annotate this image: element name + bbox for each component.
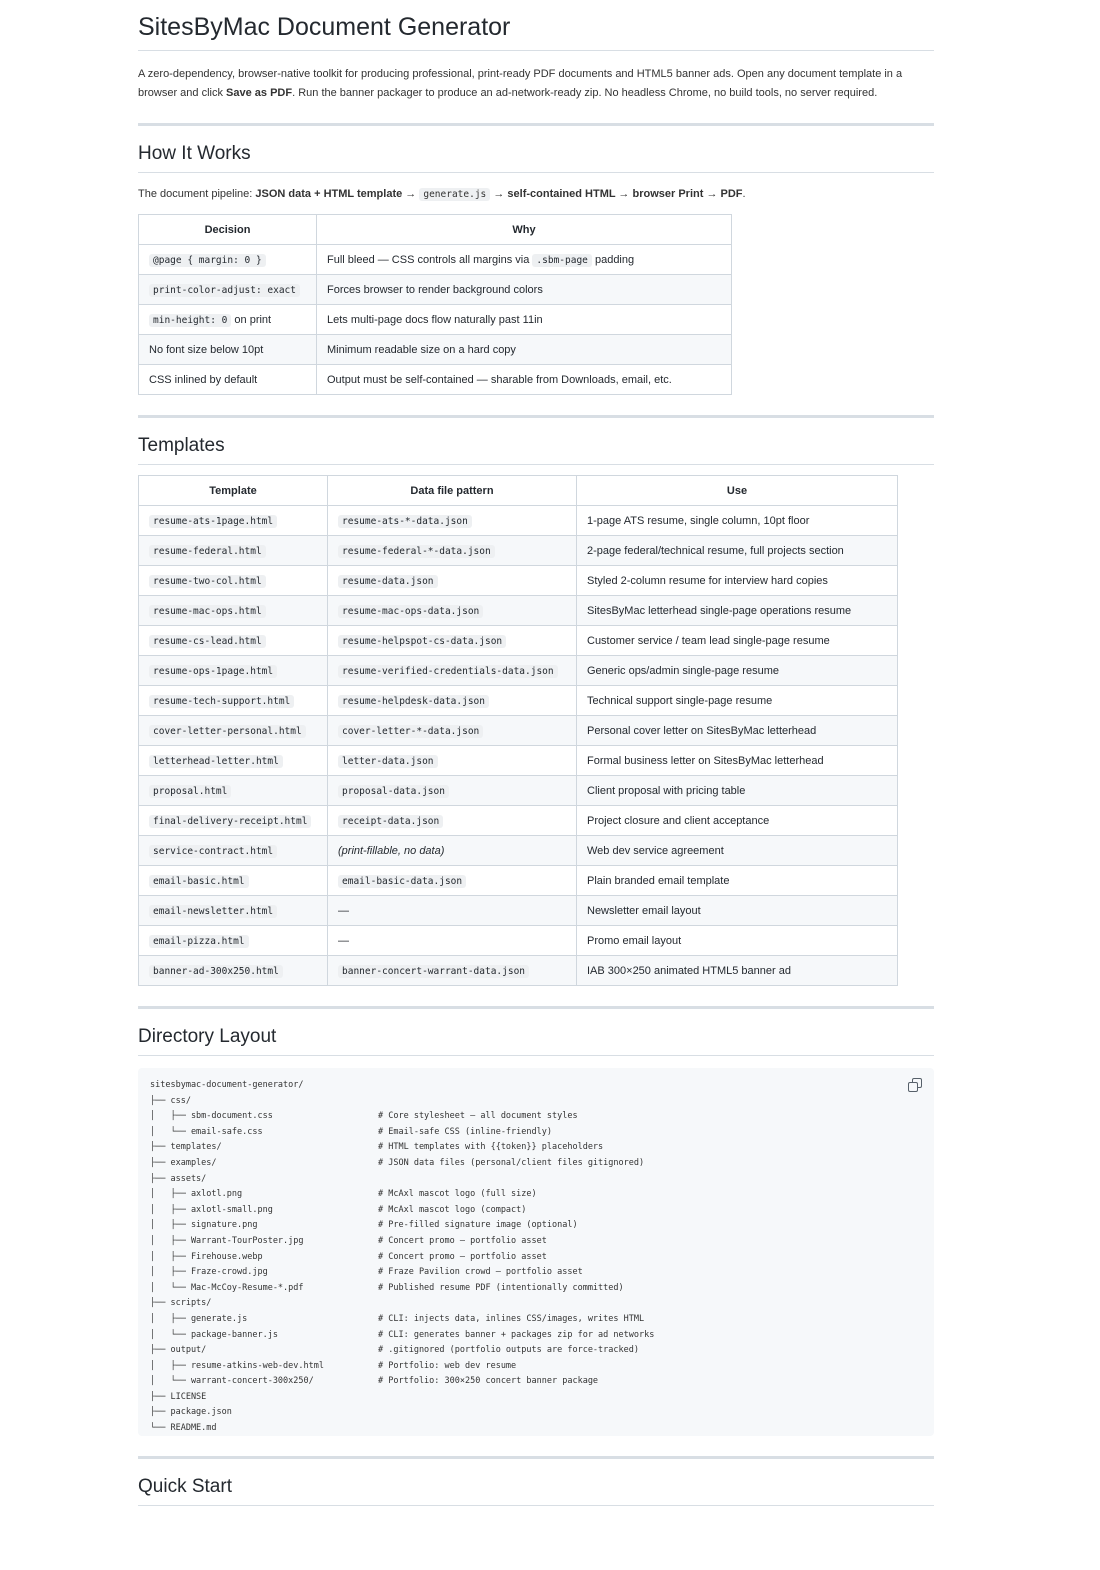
copy-icon[interactable] [908, 1078, 922, 1092]
use-cell: Web dev service agreement [577, 836, 898, 866]
data-file-pattern: resume-federal-*-data.json [338, 545, 495, 558]
data-file-cell [328, 866, 577, 896]
tree-path: sitesbymac-document-generator/ [150, 1080, 304, 1090]
tree-path: ├── LICENSE [150, 1391, 207, 1402]
intro-text-1: A zero-dependency, browser-native toolkit for producing professional, print-ready PDF documents and HTML5 banner ads. Open any document template in a browser and click [138, 68, 903, 99]
template-filename: resume-ops-1page.html [149, 665, 277, 678]
tree-path: ├── examples/ [150, 1157, 217, 1168]
template-filename: service-contract.html [149, 845, 277, 858]
data-file-cell [328, 776, 577, 806]
tree-line [150, 1078, 922, 1094]
pipeline-script-code: generate.js [419, 188, 490, 201]
section-divider [138, 1006, 934, 1009]
template-filename: proposal.html [149, 785, 231, 798]
column-header-template: Template [139, 476, 328, 506]
tree-comment: # CLI: injects data, inlines CSS/images, writes HTML [378, 1313, 645, 1324]
pipeline-prefix: The document pipeline: [138, 188, 256, 200]
tree-comment: # Pre-filled signature image (optional) [378, 1220, 578, 1231]
data-file-pattern: resume-ats-*-data.json [338, 515, 472, 528]
table-row [139, 836, 898, 866]
pipeline-description [138, 185, 934, 204]
templates-table [138, 475, 898, 986]
use-cell: Project closure and client acceptance [577, 806, 898, 836]
table-row [139, 305, 732, 335]
decision-cell [139, 275, 317, 305]
template-filename: cover-letter-personal.html [149, 725, 306, 738]
why-code: .sbm-page [532, 254, 591, 267]
tree-line [150, 1218, 922, 1234]
section-divider [138, 123, 934, 126]
data-file-cell [328, 806, 577, 836]
table-row [139, 926, 898, 956]
table-row [139, 596, 898, 626]
use-cell: Personal cover letter on SitesByMac letterhead [577, 716, 898, 746]
tree-path: │ └── package-banner.js [150, 1329, 278, 1340]
use-cell: Client proposal with pricing table [577, 776, 898, 806]
data-file-cell [328, 536, 577, 566]
table-row [139, 776, 898, 806]
data-file-pattern: resume-mac-ops-data.json [338, 605, 483, 618]
tree-line [150, 1156, 922, 1172]
templates-table-body [139, 506, 898, 986]
use-cell: Technical support single-page resume [577, 686, 898, 716]
pipeline-arrow: → [402, 188, 420, 200]
data-file-cell [328, 956, 577, 986]
table-row [139, 335, 732, 365]
tree-line [150, 1421, 922, 1437]
table-row [139, 626, 898, 656]
heading-directory-layout: Directory Layout [138, 1025, 934, 1056]
tree-path: │ ├── Fraze-crowd.jpg [150, 1267, 268, 1278]
table-row [139, 896, 898, 926]
template-cell [139, 836, 328, 866]
data-file-pattern: receipt-data.json [338, 815, 443, 828]
tree-line [150, 1281, 922, 1297]
table-header-row [139, 476, 898, 506]
use-cell: 2-page federal/technical resume, full projects section [577, 536, 898, 566]
data-file-pattern: cover-letter-*-data.json [338, 725, 483, 738]
template-cell [139, 596, 328, 626]
template-cell [139, 626, 328, 656]
tree-comment: # CLI: generates banner + packages zip for ad networks [378, 1329, 655, 1340]
template-cell [139, 926, 328, 956]
why-cell [317, 305, 732, 335]
tree-line [150, 1359, 922, 1375]
data-file-cell [328, 626, 577, 656]
pipeline-input: JSON data + HTML template [255, 188, 403, 200]
data-file-cell [328, 716, 577, 746]
data-file-cell [328, 506, 577, 536]
heading-quick-start: Quick Start [138, 1475, 934, 1506]
decision-cell [139, 305, 317, 335]
table-header-row [139, 215, 732, 245]
tree-path: │ ├── axlotl-small.png [150, 1204, 273, 1215]
template-filename: email-basic.html [149, 875, 249, 888]
table-row [139, 686, 898, 716]
section-divider [138, 415, 934, 418]
intro-paragraph [138, 65, 934, 103]
tree-path: │ ├── resume-atkins-web-dev.html [150, 1360, 324, 1371]
tree-path: ├── package.json [150, 1407, 232, 1418]
template-cell [139, 956, 328, 986]
tree-comment: # Email-safe CSS (inline-friendly) [378, 1126, 552, 1137]
decision-code: min-height: 0 [149, 314, 231, 327]
use-cell: Newsletter email layout [577, 896, 898, 926]
tree-comment: # JSON data files (personal/client files gitignored) [378, 1157, 645, 1168]
tree-line [150, 1250, 922, 1266]
template-filename: resume-two-col.html [149, 575, 266, 588]
tree-line [150, 1125, 922, 1141]
tree-path: │ ├── signature.png [150, 1220, 258, 1231]
table-row [139, 716, 898, 746]
tree-comment: # McAxl mascot logo (full size) [378, 1189, 537, 1200]
data-file-none: — [338, 934, 349, 947]
data-file-pattern: banner-concert-warrant-data.json [338, 965, 529, 978]
tree-comment: # Portfolio: web dev resume [378, 1360, 517, 1371]
template-filename: letterhead-letter.html [149, 755, 283, 768]
tree-comment: # Concert promo — portfolio asset [378, 1251, 547, 1262]
data-file-cell [328, 836, 577, 866]
data-file-pattern: resume-data.json [338, 575, 438, 588]
template-filename: email-pizza.html [149, 935, 249, 948]
decision-cell [139, 335, 317, 365]
use-cell: IAB 300×250 animated HTML5 banner ad [577, 956, 898, 986]
tree-line [150, 1234, 922, 1250]
tree-path: │ ├── generate.js [150, 1313, 248, 1324]
data-file-cell [328, 656, 577, 686]
tree-comment: # Concert promo — portfolio asset [378, 1235, 547, 1246]
data-file-pattern: resume-verified-credentials-data.json [338, 665, 558, 678]
tree-comment: # .gitignored (portfolio outputs are force-tracked) [378, 1345, 639, 1356]
column-header-why: Why [317, 215, 732, 245]
tree-path: ├── assets/ [150, 1173, 207, 1184]
table-row [139, 806, 898, 836]
template-cell [139, 506, 328, 536]
readme-document [138, 0, 934, 1506]
decision-code: @page { margin: 0 } [149, 254, 266, 267]
why-cell [317, 245, 732, 275]
column-header-data-file-pattern: Data file pattern [328, 476, 577, 506]
tree-path: │ ├── axlotl.png [150, 1189, 243, 1200]
table-row [139, 866, 898, 896]
data-file-none: — [338, 904, 349, 917]
tree-path: ├── css/ [150, 1095, 191, 1106]
tree-comment: # Portfolio: 300×250 concert banner package [378, 1376, 599, 1387]
why-text: Lets multi-page docs flow naturally past 11in [327, 313, 543, 326]
template-cell [139, 896, 328, 926]
data-file-pattern: proposal-data.json [338, 785, 449, 798]
tree-line [150, 1328, 922, 1344]
table-row [139, 746, 898, 776]
tree-line [150, 1390, 922, 1406]
tree-line [150, 1405, 922, 1421]
pipeline-end: . [742, 188, 746, 200]
table-row [139, 365, 732, 395]
tree-path: ├── templates/ [150, 1142, 222, 1153]
template-cell [139, 716, 328, 746]
data-file-pattern: resume-helpspot-cs-data.json [338, 635, 506, 648]
column-header-use: Use [577, 476, 898, 506]
pipeline-output: self-contained HTML → browser Print → PDF [507, 188, 743, 200]
use-cell: 1-page ATS resume, single column, 10pt floor [577, 506, 898, 536]
use-cell: Styled 2-column resume for interview hard copies [577, 566, 898, 596]
data-file-pattern: letter-data.json [338, 755, 438, 768]
section-divider [138, 1456, 934, 1459]
intro-bold-save-as-pdf: Save as PDF [226, 87, 293, 99]
tree-line [150, 1140, 922, 1156]
why-text: Full bleed — CSS controls all margins via [327, 253, 533, 266]
table-row [139, 506, 898, 536]
tree-path: │ └── email-safe.css [150, 1126, 263, 1137]
tree-path: │ └── Mac-McCoy-Resume-*.pdf [150, 1282, 304, 1293]
tree-line [150, 1296, 922, 1312]
page-title: SitesByMac Document Generator [138, 12, 934, 51]
tree-path: ├── scripts/ [150, 1298, 212, 1309]
template-filename: email-newsletter.html [149, 905, 277, 918]
tree-line [150, 1374, 922, 1390]
tree-line [150, 1203, 922, 1219]
template-filename: final-delivery-receipt.html [149, 815, 311, 828]
table-row [139, 956, 898, 986]
table-row [139, 566, 898, 596]
decision-text: CSS inlined by default [149, 373, 258, 386]
heading-templates: Templates [138, 434, 934, 465]
table-row [139, 656, 898, 686]
tree-path: └── README.md [150, 1423, 217, 1434]
tree-path: │ ├── Firehouse.webp [150, 1251, 263, 1262]
use-cell: Promo email layout [577, 926, 898, 956]
data-file-pattern: resume-helpdesk-data.json [338, 695, 489, 708]
use-cell: Formal business letter on SitesByMac letterhead [577, 746, 898, 776]
template-cell [139, 536, 328, 566]
table-row [139, 275, 732, 305]
template-filename: resume-tech-support.html [149, 695, 294, 708]
table-row [139, 245, 732, 275]
template-cell [139, 866, 328, 896]
template-cell [139, 566, 328, 596]
decision-code: print-color-adjust: exact [149, 284, 300, 297]
data-file-cell [328, 686, 577, 716]
tree-line [150, 1094, 922, 1110]
decision-cell [139, 365, 317, 395]
tree-line [150, 1109, 922, 1125]
heading-how-it-works: How It Works [138, 142, 934, 173]
template-cell [139, 806, 328, 836]
template-filename: banner-ad-300x250.html [149, 965, 283, 978]
decision-text: on print [231, 313, 272, 326]
template-filename: resume-federal.html [149, 545, 266, 558]
template-filename: resume-cs-lead.html [149, 635, 266, 648]
tree-comment: # Core stylesheet — all document styles [378, 1111, 578, 1122]
use-cell: Plain branded email template [577, 866, 898, 896]
template-filename: resume-ats-1page.html [149, 515, 277, 528]
tree-comment: # HTML templates with {{token}} placeholders [378, 1142, 604, 1153]
table-row [139, 536, 898, 566]
tree-line [150, 1312, 922, 1328]
directory-code-block [138, 1068, 934, 1436]
data-file-cell [328, 896, 577, 926]
why-text: Minimum readable size on a hard copy [327, 343, 516, 356]
tree-comment: # Published resume PDF (intentionally committed) [378, 1282, 624, 1293]
tree-line [150, 1343, 922, 1359]
column-header-decision: Decision [139, 215, 317, 245]
template-cell [139, 656, 328, 686]
pipeline-arrow: → [490, 188, 508, 200]
decisions-table [138, 214, 732, 395]
decision-text: No font size below 10pt [149, 343, 264, 356]
data-file-cell [328, 596, 577, 626]
data-file-pattern: email-basic-data.json [338, 875, 466, 888]
why-text: Output must be self-contained — sharable from Downloads, email, etc. [327, 373, 672, 386]
tree-path: │ └── warrant-concert-300x250/ [150, 1376, 314, 1387]
why-text: Forces browser to render background colors [327, 283, 543, 296]
why-cell [317, 365, 732, 395]
tree-comment: # Fraze Pavilion crowd — portfolio asset [378, 1267, 583, 1278]
tree-path: ├── output/ [150, 1345, 207, 1356]
template-filename: resume-mac-ops.html [149, 605, 266, 618]
directory-tree [150, 1078, 922, 1437]
tree-line [150, 1265, 922, 1281]
data-file-note: (print-fillable, no data) [338, 844, 445, 857]
template-cell [139, 776, 328, 806]
why-cell [317, 275, 732, 305]
tree-path: │ ├── Warrant-TourPoster.jpg [150, 1235, 304, 1246]
data-file-cell [328, 566, 577, 596]
decision-cell [139, 245, 317, 275]
template-cell [139, 746, 328, 776]
why-text-tail: padding [591, 253, 635, 266]
tree-comment: # McAxl mascot logo (compact) [378, 1204, 527, 1215]
tree-line [150, 1172, 922, 1188]
tree-path: │ ├── sbm-document.css [150, 1111, 273, 1122]
why-cell [317, 335, 732, 365]
decisions-table-body [139, 245, 732, 395]
tree-line [150, 1187, 922, 1203]
use-cell: Generic ops/admin single-page resume [577, 656, 898, 686]
template-cell [139, 686, 328, 716]
intro-text-2: . Run the banner packager to produce an ad-network-ready zip. No headless Chrome, no build tools, no server required. [292, 87, 878, 99]
data-file-cell [328, 926, 577, 956]
data-file-cell [328, 746, 577, 776]
use-cell: SitesByMac letterhead single-page operations resume [577, 596, 898, 626]
use-cell: Customer service / team lead single-page resume [577, 626, 898, 656]
